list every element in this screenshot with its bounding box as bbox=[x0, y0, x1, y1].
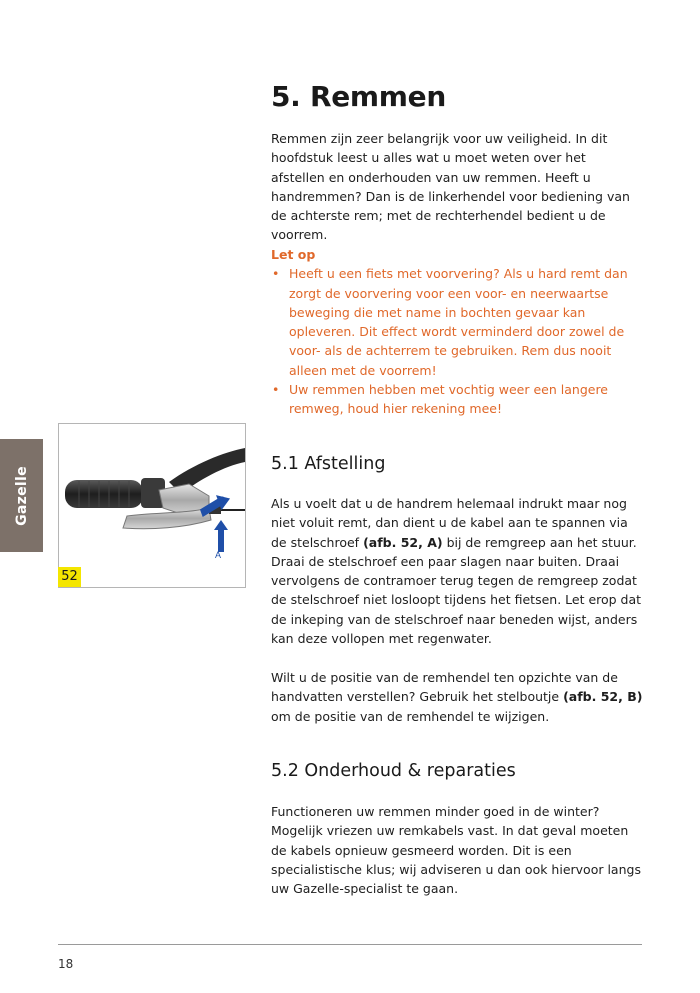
bullet-icon: • bbox=[272, 266, 280, 282]
intro-block bbox=[271, 129, 643, 245]
grip-shape bbox=[65, 480, 143, 508]
brake-lever-illustration bbox=[59, 424, 245, 587]
chapter-title: 5. Remmen bbox=[271, 80, 446, 113]
warning-item-text: Uw remmen hebben met vochtig weer een langere remweg, houd hier rekening mee! bbox=[289, 382, 609, 417]
text-run: om de positie van de remhendel te wijzigen. bbox=[271, 708, 550, 724]
label-b: B bbox=[219, 495, 226, 505]
figure-brake-lever bbox=[58, 423, 246, 588]
section-2-body bbox=[271, 802, 643, 898]
section-1-paragraph-2 bbox=[271, 668, 643, 726]
text-run: bij de remgreep aan het stuur. Draai de stelschroef een paar slagen naar buiten. Draai vervolgens de contramoer terug tegen de remgreep zodat de stelschroef niet losloopt tijdens het fietsen. Let erop dat de inkeping van de stelschroef naar beneden wijst, anders kan deze vollopen met regenwater. bbox=[271, 534, 642, 647]
figure-reference: (afb. 52, B) bbox=[563, 689, 643, 705]
warning-item bbox=[271, 264, 643, 380]
lever-blade-shape bbox=[123, 508, 211, 529]
label-a: A bbox=[215, 550, 222, 560]
brand-side-tab bbox=[0, 439, 43, 552]
section-1-heading-wrap bbox=[271, 454, 643, 474]
section-1-body-2 bbox=[271, 668, 643, 726]
bullet-icon: • bbox=[272, 382, 280, 398]
footer-divider bbox=[58, 944, 642, 945]
section-2-heading-wrap bbox=[271, 761, 643, 781]
page-number: 18 bbox=[58, 957, 74, 971]
section-1-paragraph-1 bbox=[271, 494, 643, 648]
figure-number-badge: 52 bbox=[58, 567, 81, 587]
warning-item-text: Heeft u een fiets met voorvering? Als u hard remt dan zorgt de voorvering voor een voor- en neerwaartse beweging die met name in bochten gevaar kan opleveren. Dit effect wordt verminderd door zowel de voor- als de achterrem te gebruiken. Rem dus nooit alleen met de voorrem! bbox=[289, 266, 628, 378]
intro-paragraph: Remmen zijn zeer belangrijk voor uw veiligheid. In dit hoofdstuk leest u alles wat u moet weten over het afstellen en onderhouden van uw remmen. Heeft u handremmen? Dan is de linkerhendel voor bediening van de achterste rem; met de rechterhendel bedient u de voorrem. bbox=[271, 131, 630, 243]
section-heading: 5.2 Onderhoud & reparaties bbox=[271, 761, 516, 781]
warning-block bbox=[271, 245, 643, 419]
section-heading: 5.1 Afstelling bbox=[271, 454, 386, 474]
section-2-paragraph-1: Functioneren uw remmen minder goed in de winter? Mogelijk vriezen uw remkabels vast. In dat geval moeten de kabels opnieuw gesmeerd worden. Dit is een specialistische klus; wij adviseren u dan ook hiervoor langs uw Gazelle-specialist te gaan. bbox=[271, 804, 641, 897]
arrow-a-icon bbox=[214, 520, 228, 552]
brand-side-tab-label: Gazelle bbox=[13, 465, 30, 526]
text-run: Wilt u de positie van de remhendel ten opzichte van de handvatten verstellen? Gebruik het stelboutje bbox=[271, 670, 618, 705]
figure-reference: (afb. 52, A) bbox=[363, 534, 443, 550]
warning-list bbox=[271, 264, 643, 418]
warning-title: Let op bbox=[271, 247, 316, 262]
section-1-body bbox=[271, 494, 643, 648]
text-run: Als u voelt dat u de handrem helemaal indrukt maar nog niet voluit remt, dan dient u de kabel aan te spannen via de stelschroef bbox=[271, 496, 628, 550]
warning-item bbox=[271, 380, 643, 419]
